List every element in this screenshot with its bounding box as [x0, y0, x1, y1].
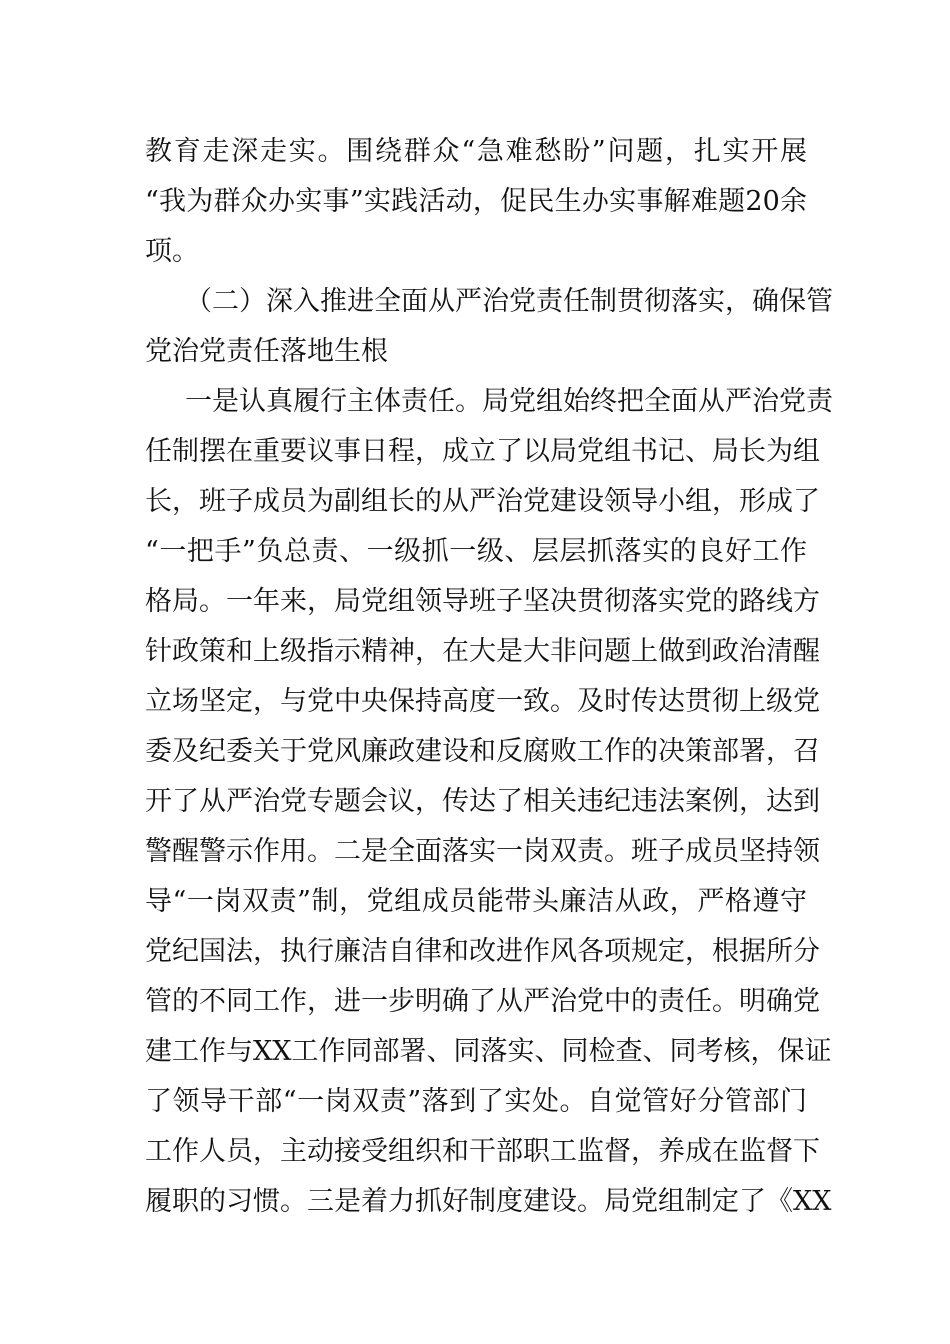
- text-line: 针政策和上级指示精神，在大是大非问题上做到政治清醒: [145, 636, 820, 667]
- text-line: 了领导干部“一岗双责”落到了实处。自觉管好分管部门: [145, 1086, 807, 1117]
- text-line: “我为群众办实事”实践活动，促民生办实事解难题20余: [145, 186, 807, 217]
- text-line: 项。: [145, 236, 199, 267]
- section-heading-line: （二）深入推进全面从严治党责任制贯彻落实，确保管: [185, 286, 833, 317]
- text-line: 一是认真履行主体责任。局党组始终把全面从严治党责: [185, 386, 833, 417]
- text-line: 警醒警示作用。二是全面落实一岗双责。班子成员坚持领: [145, 836, 820, 867]
- text-line: 任制摆在重要议事日程，成立了以局党组书记、局长为组: [145, 436, 820, 467]
- text-line: 立场坚定，与党中央保持高度一致。及时传达贯彻上级党: [145, 686, 820, 717]
- text-line: “一把手”负总责、一级抓一级、层层抓落实的良好工作: [145, 536, 807, 567]
- text-line: 工作人员，主动接受组织和干部职工监督，养成在监督下: [145, 1136, 820, 1167]
- section-heading-line: 党治党责任落地生根: [145, 336, 388, 367]
- text-line: 开了从严治党专题会议，传达了相关违纪违法案例，达到: [145, 786, 820, 817]
- text-line: 教育走深走实。围绕群众“急难愁盼”问题，扎实开展: [145, 136, 807, 167]
- text-line: 建工作与XX工作同部署、同落实、同检查、同考核，保证: [145, 1036, 832, 1067]
- text-line: 委及纪委关于党风廉政建设和反腐败工作的决策部署，召: [145, 736, 820, 767]
- text-line: 党纪国法，执行廉洁自律和改进作风各项规定，根据所分: [145, 936, 820, 967]
- text-line: 导“一岗双责”制，党组成员能带头廉洁从政，严格遵守: [145, 886, 807, 917]
- text-line: 管的不同工作，进一步明确了从严治党中的责任。明确党: [145, 986, 820, 1017]
- text-line: 格局。一年来，局党组领导班子坚决贯彻落实党的路线方: [145, 586, 820, 617]
- text-line: 履职的习惯。三是着力抓好制度建设。局党组制定了《XX: [145, 1186, 832, 1217]
- text-line: 长，班子成员为副组长的从严治党建设领导小组，形成了: [145, 486, 820, 517]
